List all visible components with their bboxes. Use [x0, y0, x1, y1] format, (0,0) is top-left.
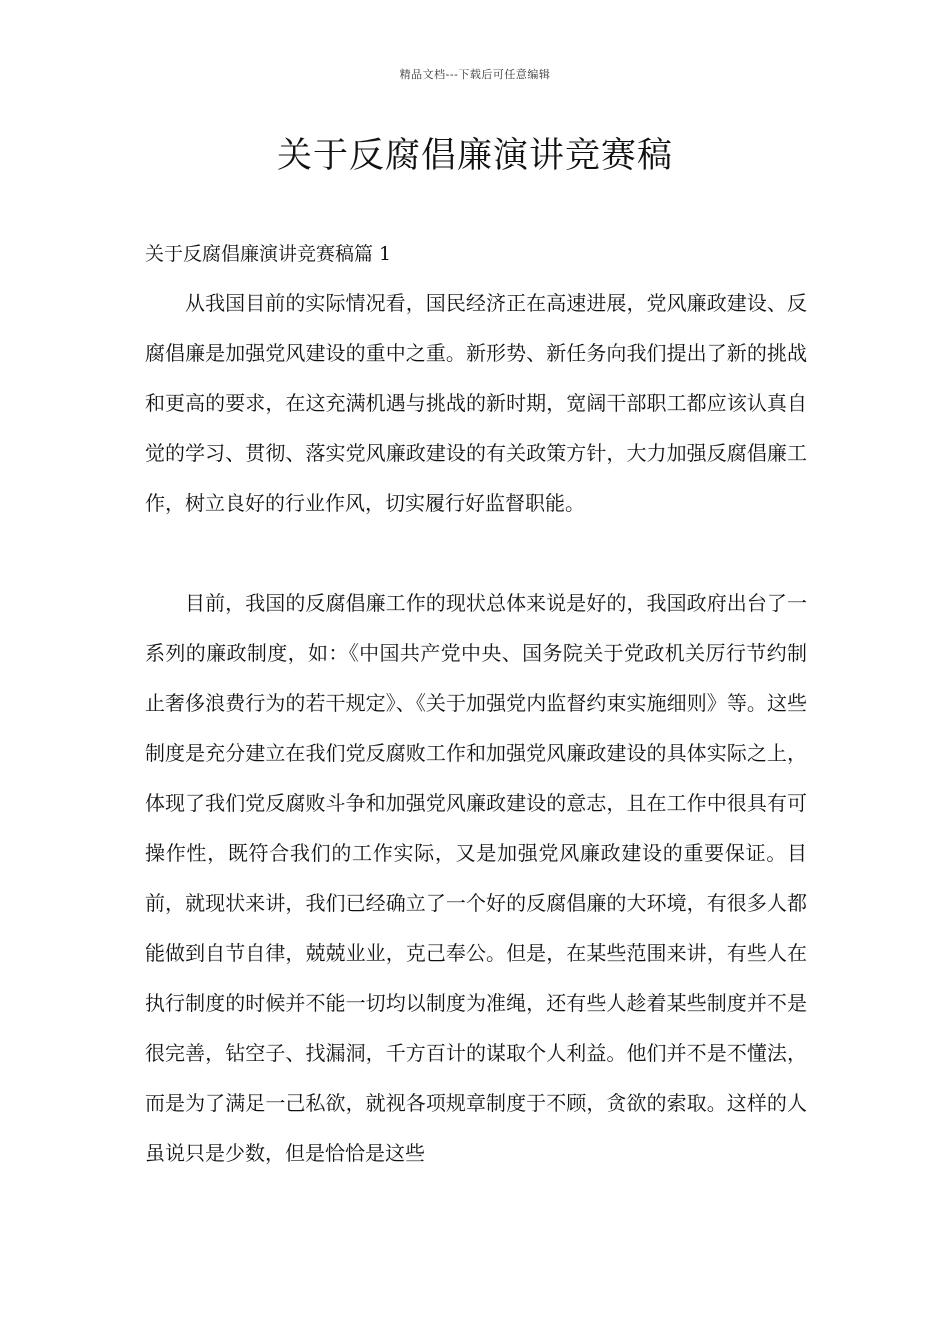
header-note: 精品文档---下载后可任意编辑: [399, 68, 551, 81]
body-paragraph-2: 目前，我国的反腐倡廉工作的现状总体来说是好的，我国政府出台了一系列的廉政制度，如：《中国共产党中央、国务院关于党政机关厉行节约制止奢侈浪费行为的若干规定》、《关于加强党内监督约束实施细则》等。这些制度是充分建立在我们党反腐败工作和加强党风廉政建设的具体实际之上，体现了我们党反腐败斗争和加强党风廉政建设的意志，且在工作中很具有可操作性，既符合我们的工作实际，又是加强党风廉政建设的重要保证。目前，就现状来讲，我们已经确立了一个好的反腐倡廉的大环境，有很多人都能做到自节自律，兢兢业业，克己奉公。但是，在某些范围来讲，有些人在执行制度的时候并不能一切均以制度为准绳，还有些人趁着某些制度并不是很完善，钻空子、找漏洞，千方百计的谋取个人利益。他们并不是不懂法，而是为了满足一己私欲，就视各项规章制度于不顾，贪欲的索取。这样的人虽说只是少数，但是恰恰是这些: [145, 591, 807, 1165]
document-title: 关于反腐倡廉演讲竞赛稿: [276, 136, 673, 176]
section-heading: 关于反腐倡廉演讲竞赛稿篇 1: [145, 243, 392, 265]
body-paragraph-1: 从我国目前的实际情况看，国民经济正在高速进展，党风廉政建设、反腐倡廉是加强党风建设的重中之重。新形势、新任务向我们提出了新的挑战和更高的要求，在这充满机遇与挑战的新时期，宽阔干部职工都应该认真自觉的学习、贯彻、落实党风廉政建设的有关政策方针，大力加强反腐倡廉工作，树立良好的行业作风，切实履行好监督职能。: [145, 291, 807, 515]
